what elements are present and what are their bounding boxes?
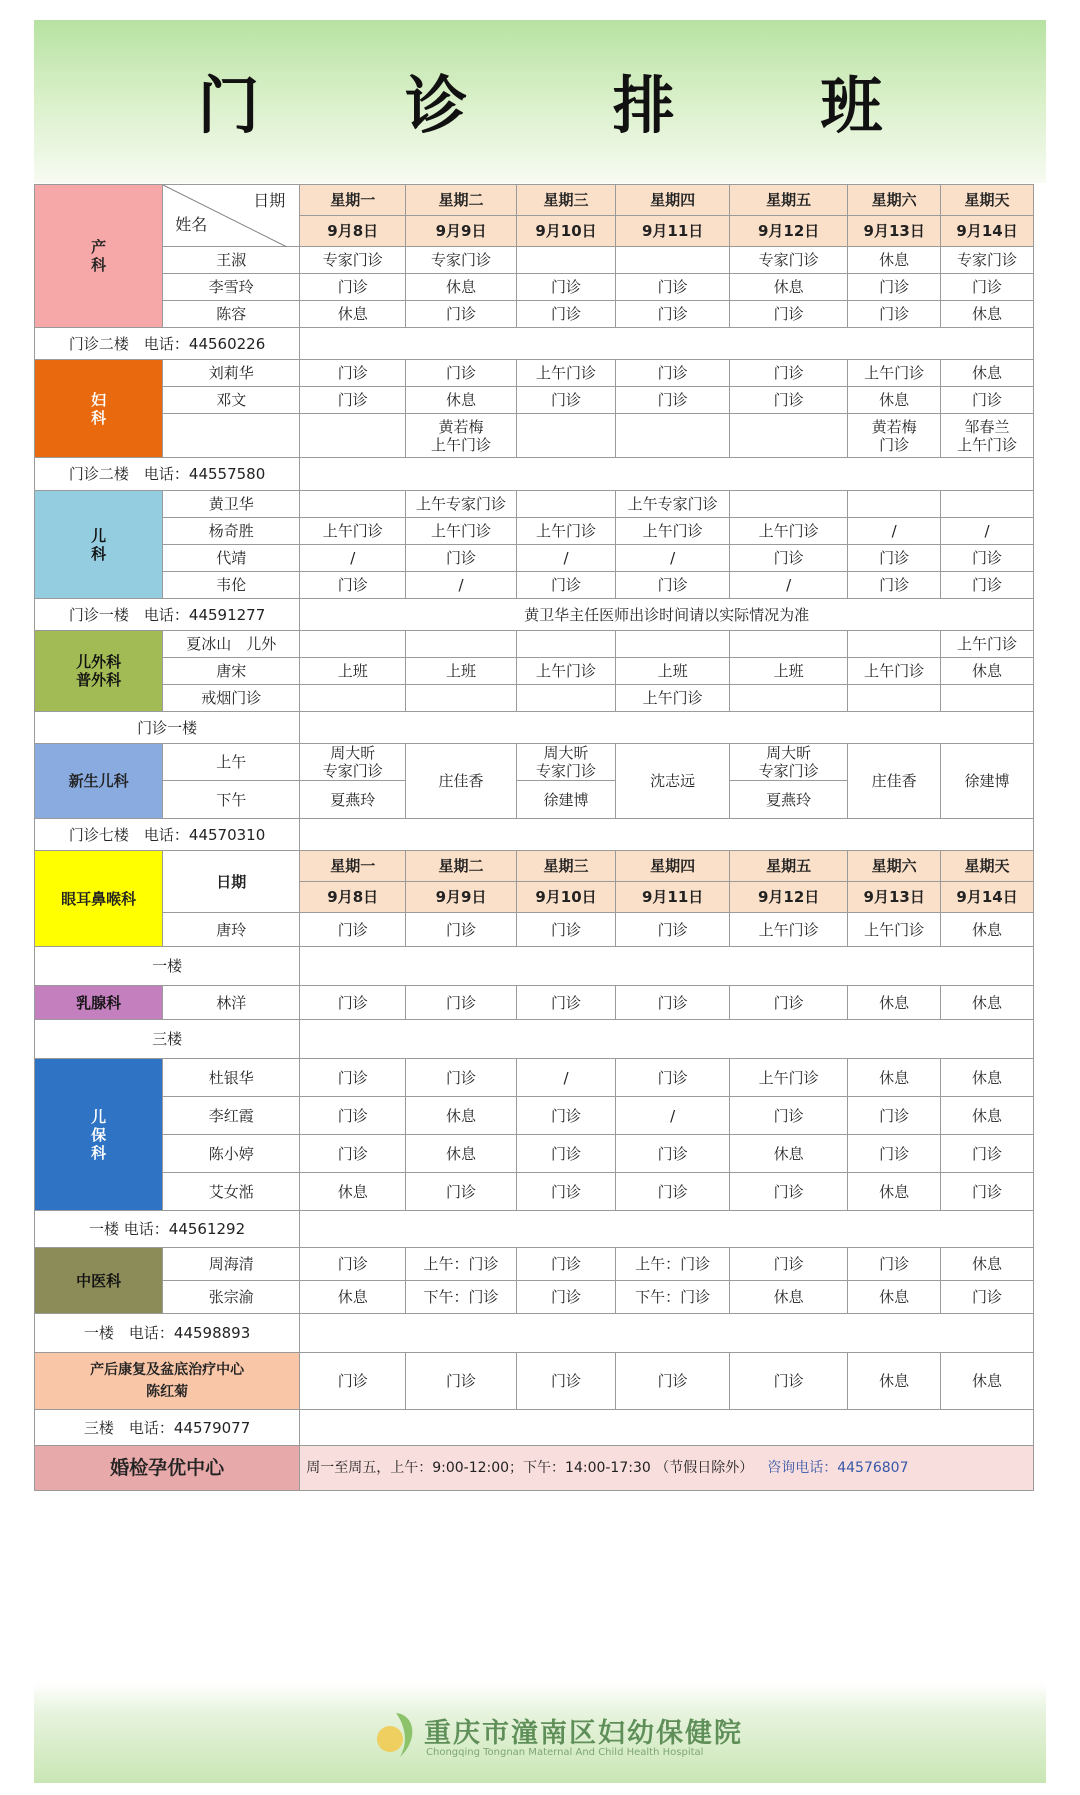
table-row (35, 545, 1034, 572)
shift-cell: 上午门诊 (730, 913, 848, 947)
table-row (35, 1314, 1034, 1353)
weekday-header: 星期天 (941, 851, 1034, 882)
dept-info: 三楼 电话：44579077 (35, 1410, 300, 1446)
shift-cell (516, 414, 615, 458)
table-row (35, 247, 1034, 274)
shift-cell: 上午：门诊 (616, 1248, 730, 1281)
shift-cell: 周大昕 专家门诊 (730, 744, 848, 781)
shift-cell: 下午：门诊 (406, 1281, 517, 1314)
table-row (35, 1281, 1034, 1314)
shift-cell: 门诊 (848, 1248, 941, 1281)
dept-obstetrics: 产 科 (35, 185, 163, 328)
table-row (35, 1211, 1034, 1248)
shift-cell: 休息 (941, 1097, 1034, 1135)
table-row (35, 947, 1034, 986)
shift-cell: 上午门诊 (516, 360, 615, 387)
doctor-name: 唐宋 (163, 658, 300, 685)
shift-cell: 门诊 (848, 274, 941, 301)
shift-cell (616, 414, 730, 458)
shift-cell: 上午门诊 (848, 913, 941, 947)
shift-cell: 休息 (848, 1059, 941, 1097)
table-row (35, 631, 1034, 658)
shift-cell: 门诊 (300, 1135, 406, 1173)
shift-cell: 上班 (616, 658, 730, 685)
doctor-name: 艾女湉 (163, 1173, 300, 1211)
header-banner (34, 20, 1046, 183)
doctor-name: 张宗渝 (163, 1281, 300, 1314)
shift-cell: 上午门诊 (730, 518, 848, 545)
dept-info-blank (300, 1211, 1034, 1248)
shift-cell: 上班 (406, 658, 517, 685)
date-header: 9月14日 (941, 882, 1034, 913)
shift-cell: 夏燕玲 (730, 781, 848, 819)
doctor-name: 李红霞 (163, 1097, 300, 1135)
shift-cell: 休息 (941, 913, 1034, 947)
table-row (35, 1353, 1034, 1410)
date-header: 9月12日 (730, 216, 848, 247)
shift-cell: 门诊 (300, 1059, 406, 1097)
premarital-hours (300, 1446, 1034, 1491)
doctor-name: 王淑 (163, 247, 300, 274)
dept-info: 门诊七楼 电话：44570310 (35, 819, 300, 851)
page-title: 门 诊 排 班 (197, 69, 945, 142)
rehab-doctor: 陈红菊 (146, 1384, 189, 1400)
weekday-header: 星期三 (516, 851, 615, 882)
shift-cell: 休息 (406, 1135, 517, 1173)
shift-cell: 门诊 (941, 1281, 1034, 1314)
shift-cell: 上午门诊 (406, 518, 517, 545)
shift-cell: / (616, 1097, 730, 1135)
date-header: 9月11日 (616, 216, 730, 247)
date-header: 9月10日 (516, 882, 615, 913)
dept-ent: 眼耳鼻喉科 (35, 851, 163, 947)
shift-cell: 门诊 (516, 387, 615, 414)
shift-cell: 门诊 (616, 274, 730, 301)
table-row (35, 185, 1034, 216)
weekday-header: 星期一 (300, 851, 406, 882)
date-header: 9月13日 (848, 882, 941, 913)
shift-cell: 门诊 (848, 1135, 941, 1173)
date-header: 9月11日 (616, 882, 730, 913)
shift-cell (730, 631, 848, 658)
dept-neonatal: 新生儿科 (35, 744, 163, 819)
dept-info-blank (300, 1020, 1034, 1059)
table-row (35, 1410, 1034, 1446)
shift-cell: / (300, 545, 406, 572)
shift-cell: 门诊 (730, 545, 848, 572)
shift-cell: 徐建博 (941, 744, 1034, 819)
dept-info-blank (300, 1410, 1034, 1446)
shift-cell: 休息 (730, 1281, 848, 1314)
dept-rehab (35, 1353, 300, 1410)
dept-info-blank (300, 328, 1034, 360)
shift-cell: 徐建博 (516, 781, 615, 819)
shift-cell: 门诊 (941, 274, 1034, 301)
doctor-name: 代靖 (163, 545, 300, 572)
table-row (35, 572, 1034, 599)
shift-cell: 上午专家门诊 (406, 491, 517, 518)
table-row (35, 301, 1034, 328)
dept-info-blank (300, 947, 1034, 986)
shift-cell: 门诊 (516, 572, 615, 599)
dept-note: 黄卫华主任医师出诊时间请以实际情况为准 (300, 599, 1034, 631)
shift-cell: 门诊 (516, 1248, 615, 1281)
shift-cell (730, 414, 848, 458)
table-row (35, 360, 1034, 387)
shift-cell: 休息 (941, 1353, 1034, 1410)
weekday-header: 星期六 (848, 185, 941, 216)
shift-cell: 休息 (941, 658, 1034, 685)
shift-cell: 门诊 (300, 274, 406, 301)
shift-cell: 休息 (941, 986, 1034, 1020)
hospital-name-cn: 重庆市潼南区妇幼保健院 (424, 1718, 743, 1749)
shift-cell: 上午门诊 (848, 360, 941, 387)
shift-cell: 休息 (730, 274, 848, 301)
dept-pediatrics: 儿 科 (35, 491, 163, 599)
shift-cell: 门诊 (616, 572, 730, 599)
dept-info: 门诊二楼 电话：44557580 (35, 458, 300, 491)
shift-cell: 门诊 (516, 913, 615, 947)
shift-cell (516, 631, 615, 658)
shift-cell (848, 631, 941, 658)
weekday-header: 星期三 (516, 185, 615, 216)
pm-label: 下午 (163, 781, 300, 819)
dept-breast: 乳腺科 (35, 986, 163, 1020)
doctor-name: 陈小婷 (163, 1135, 300, 1173)
doctor-name: 戒烟门诊 (163, 685, 300, 712)
shift-cell (516, 685, 615, 712)
weekday-header: 星期一 (300, 185, 406, 216)
shift-cell: 门诊 (406, 360, 517, 387)
shift-cell: 门诊 (516, 1353, 615, 1410)
shift-cell: 上午门诊 (616, 518, 730, 545)
shift-cell (516, 247, 615, 274)
weekday-header: 星期二 (406, 185, 517, 216)
schedule-table (34, 184, 1034, 1491)
shift-cell: 门诊 (730, 1248, 848, 1281)
shift-cell: 专家门诊 (406, 247, 517, 274)
shift-cell: 休息 (300, 1173, 406, 1211)
table-row (35, 1020, 1034, 1059)
shift-cell: 休息 (848, 1353, 941, 1410)
table-row (35, 913, 1034, 947)
doctor-name: 陈容 (163, 301, 300, 328)
shift-cell: 门诊 (406, 545, 517, 572)
shift-cell (730, 685, 848, 712)
weekday-header: 星期天 (941, 185, 1034, 216)
shift-cell: 上午门诊 (848, 658, 941, 685)
shift-cell: 门诊 (300, 387, 406, 414)
date-label: 日期 (163, 851, 300, 913)
shift-cell: / (516, 1059, 615, 1097)
weekday-header: 星期四 (616, 851, 730, 882)
shift-cell: 门诊 (406, 1173, 517, 1211)
shift-cell: 庄佳香 (848, 744, 941, 819)
shift-cell: 休息 (941, 1059, 1034, 1097)
dept-info-blank (300, 819, 1034, 851)
shift-cell: 门诊 (616, 986, 730, 1020)
doctor-name: 黄卫华 (163, 491, 300, 518)
shift-cell: 门诊 (941, 572, 1034, 599)
shift-cell: 休息 (941, 1248, 1034, 1281)
shift-cell: 门诊 (616, 1353, 730, 1410)
shift-cell: 门诊 (300, 572, 406, 599)
shift-cell: 门诊 (406, 1353, 517, 1410)
dept-info: 一楼 电话：44561292 (35, 1211, 300, 1248)
shift-cell: / (730, 572, 848, 599)
shift-cell (516, 491, 615, 518)
table-row (35, 851, 1034, 882)
shift-cell: 门诊 (730, 1353, 848, 1410)
shift-cell: 上午门诊 (730, 1059, 848, 1097)
dept-gynecology: 妇 科 (35, 360, 163, 458)
table-row (35, 518, 1034, 545)
dept-info: 三楼 (35, 1020, 300, 1059)
shift-cell (616, 247, 730, 274)
date-header: 9月13日 (848, 216, 941, 247)
shift-cell: 专家门诊 (941, 247, 1034, 274)
shift-cell: 门诊 (300, 360, 406, 387)
shift-cell (848, 685, 941, 712)
shift-cell: 上午门诊 (300, 518, 406, 545)
dept-info-blank (300, 458, 1034, 491)
name-label: 姓名 (175, 214, 208, 234)
shift-cell: 门诊 (300, 1097, 406, 1135)
shift-cell: 门诊 (406, 913, 517, 947)
shift-cell: 休息 (406, 387, 517, 414)
shift-cell (848, 491, 941, 518)
table-row (35, 599, 1034, 631)
shift-cell: 夏燕玲 (300, 781, 406, 819)
shift-cell: 门诊 (848, 301, 941, 328)
shift-cell: 门诊 (516, 1135, 615, 1173)
shift-cell: 休息 (848, 247, 941, 274)
shift-cell: 休息 (848, 1173, 941, 1211)
doctor-name: 刘莉华 (163, 360, 300, 387)
shift-cell: 上午门诊 (941, 631, 1034, 658)
table-row (35, 685, 1034, 712)
shift-cell: / (516, 545, 615, 572)
shift-cell: 周大昕 专家门诊 (516, 744, 615, 781)
shift-cell: 门诊 (941, 1173, 1034, 1211)
doctor-name: 夏冰山 儿外 (163, 631, 300, 658)
shift-cell: 门诊 (730, 387, 848, 414)
shift-cell: 门诊 (516, 1281, 615, 1314)
shift-cell (300, 491, 406, 518)
weekday-header: 星期五 (730, 185, 848, 216)
shift-cell: 休息 (941, 301, 1034, 328)
shift-cell: 门诊 (616, 1059, 730, 1097)
doctor-name: 邓文 (163, 387, 300, 414)
shift-cell: 门诊 (616, 301, 730, 328)
table-row (35, 658, 1034, 685)
shift-cell: 黄若梅 上午门诊 (406, 414, 517, 458)
shift-cell: 门诊 (516, 1097, 615, 1135)
table-row (35, 712, 1034, 744)
shift-cell: / (616, 545, 730, 572)
table-row (35, 328, 1034, 360)
date-header: 9月8日 (300, 882, 406, 913)
shift-cell: 门诊 (730, 301, 848, 328)
table-row (35, 458, 1034, 491)
shift-cell: 门诊 (730, 1097, 848, 1135)
shift-cell: 门诊 (616, 360, 730, 387)
shift-cell (300, 685, 406, 712)
footer-banner (34, 1683, 1046, 1783)
shift-cell (300, 631, 406, 658)
table-row (35, 274, 1034, 301)
shift-cell (616, 631, 730, 658)
table-row (35, 1059, 1034, 1097)
shift-cell: 门诊 (406, 986, 517, 1020)
shift-cell: 门诊 (941, 1135, 1034, 1173)
shift-cell: 上午门诊 (516, 518, 615, 545)
shift-cell: 休息 (406, 1097, 517, 1135)
shift-cell: 周大昕 专家门诊 (300, 744, 406, 781)
date-header: 9月12日 (730, 882, 848, 913)
hospital-name-en: Chongqing Tongnan Maternal And Child Health Hospital (426, 1747, 704, 1758)
shift-cell: / (406, 572, 517, 599)
table-row (35, 1173, 1034, 1211)
shift-cell: 专家门诊 (730, 247, 848, 274)
shift-cell: 门诊 (848, 1097, 941, 1135)
shift-cell: 门诊 (730, 1173, 848, 1211)
doctor-name: 杨奇胜 (163, 518, 300, 545)
shift-cell: 门诊 (516, 1173, 615, 1211)
table-row (35, 491, 1034, 518)
table-row (35, 819, 1034, 851)
shift-cell: 门诊 (848, 572, 941, 599)
shift-cell: 上班 (300, 658, 406, 685)
shift-cell: / (848, 518, 941, 545)
header-diagonal (163, 185, 300, 247)
dept-info-blank (300, 1314, 1034, 1353)
date-label: 日期 (253, 191, 286, 210)
shift-cell: 邹春兰 上午门诊 (941, 414, 1034, 458)
table-row (35, 744, 1034, 781)
shift-cell: 门诊 (848, 545, 941, 572)
shift-cell: 门诊 (616, 1135, 730, 1173)
shift-cell: 专家门诊 (300, 247, 406, 274)
shift-cell: 门诊 (941, 387, 1034, 414)
shift-cell: 休息 (300, 301, 406, 328)
date-header: 9月8日 (300, 216, 406, 247)
shift-cell: 门诊 (616, 1173, 730, 1211)
shift-cell: 门诊 (516, 301, 615, 328)
table-row (35, 1446, 1034, 1491)
shift-cell: 上班 (730, 658, 848, 685)
shift-cell: 上午：门诊 (406, 1248, 517, 1281)
date-header: 9月14日 (941, 216, 1034, 247)
dept-info: 一楼 (35, 947, 300, 986)
doctor-name: 韦伦 (163, 572, 300, 599)
weekday-header: 星期六 (848, 851, 941, 882)
dept-info: 门诊二楼 电话：44560226 (35, 328, 300, 360)
shift-cell: 门诊 (406, 1059, 517, 1097)
shift-cell: 门诊 (516, 986, 615, 1020)
shift-cell: 门诊 (616, 387, 730, 414)
doctor-name: 林洋 (163, 986, 300, 1020)
table-row (35, 1248, 1034, 1281)
shift-cell: 门诊 (300, 986, 406, 1020)
table-row (35, 986, 1034, 1020)
shift-cell (730, 491, 848, 518)
weekday-header: 星期二 (406, 851, 517, 882)
date-header: 9月10日 (516, 216, 615, 247)
rehab-name: 产后康复及盆底治疗中心 (90, 1361, 245, 1378)
dept-info: 一楼 电话：44598893 (35, 1314, 300, 1353)
doctor-name: 李雪玲 (163, 274, 300, 301)
dept-info: 门诊一楼 电话：44591277 (35, 599, 300, 631)
shift-cell: 门诊 (300, 1353, 406, 1410)
shift-cell: 上午专家门诊 (616, 491, 730, 518)
shift-cell: / (941, 518, 1034, 545)
table-row (35, 387, 1034, 414)
doctor-name: 杜银华 (163, 1059, 300, 1097)
table-row (35, 1135, 1034, 1173)
shift-cell (406, 685, 517, 712)
shift-cell: 休息 (848, 986, 941, 1020)
shift-cell: 休息 (406, 274, 517, 301)
shift-cell: 门诊 (941, 545, 1034, 572)
shift-cell: 门诊 (300, 1248, 406, 1281)
shift-cell: 门诊 (616, 913, 730, 947)
weekday-header: 星期四 (616, 185, 730, 216)
dept-childcare: 儿 保 科 (35, 1059, 163, 1211)
shift-cell: 门诊 (730, 360, 848, 387)
shift-cell: 下午：门诊 (616, 1281, 730, 1314)
doctor-name: 周海清 (163, 1248, 300, 1281)
hours-text: 周一至周五，上午：9:00-12:00；下午：14:00-17:30 （节假日除外） (306, 1459, 754, 1476)
weekday-header: 星期五 (730, 851, 848, 882)
shift-cell (941, 685, 1034, 712)
dept-tcm: 中医科 (35, 1248, 163, 1314)
shift-cell: 休息 (848, 1281, 941, 1314)
table-row (35, 1097, 1034, 1135)
shift-cell: 门诊 (300, 913, 406, 947)
shift-cell: 休息 (941, 360, 1034, 387)
shift-cell: 黄若梅 门诊 (848, 414, 941, 458)
shift-cell: 休息 (848, 387, 941, 414)
shift-cell: 门诊 (406, 301, 517, 328)
shift-cell (300, 414, 406, 458)
shift-cell: 沈志远 (616, 744, 730, 819)
shift-cell: 门诊 (516, 274, 615, 301)
phone-text: 咨询电话：44576807 (767, 1459, 909, 1476)
shift-cell: 庄佳香 (406, 744, 517, 819)
hospital-logo-icon (374, 1707, 420, 1763)
date-header: 9月9日 (406, 216, 517, 247)
shift-cell: 休息 (300, 1281, 406, 1314)
shift-cell (406, 631, 517, 658)
shift-cell: 门诊 (730, 986, 848, 1020)
table-row (35, 414, 1034, 458)
shift-cell (941, 491, 1034, 518)
shift-cell: 上午门诊 (616, 685, 730, 712)
date-header: 9月9日 (406, 882, 517, 913)
doctor-name: 唐玲 (163, 913, 300, 947)
shift-cell: 休息 (730, 1135, 848, 1173)
shift-cell: 上午门诊 (516, 658, 615, 685)
dept-info: 门诊一楼 (35, 712, 300, 744)
am-label: 上午 (163, 744, 300, 781)
dept-premarital: 婚检孕优中心 (35, 1446, 300, 1491)
dept-pedsurgery: 儿外科 普外科 (35, 631, 163, 712)
doctor-name (163, 414, 300, 458)
dept-info-blank (300, 712, 1034, 744)
